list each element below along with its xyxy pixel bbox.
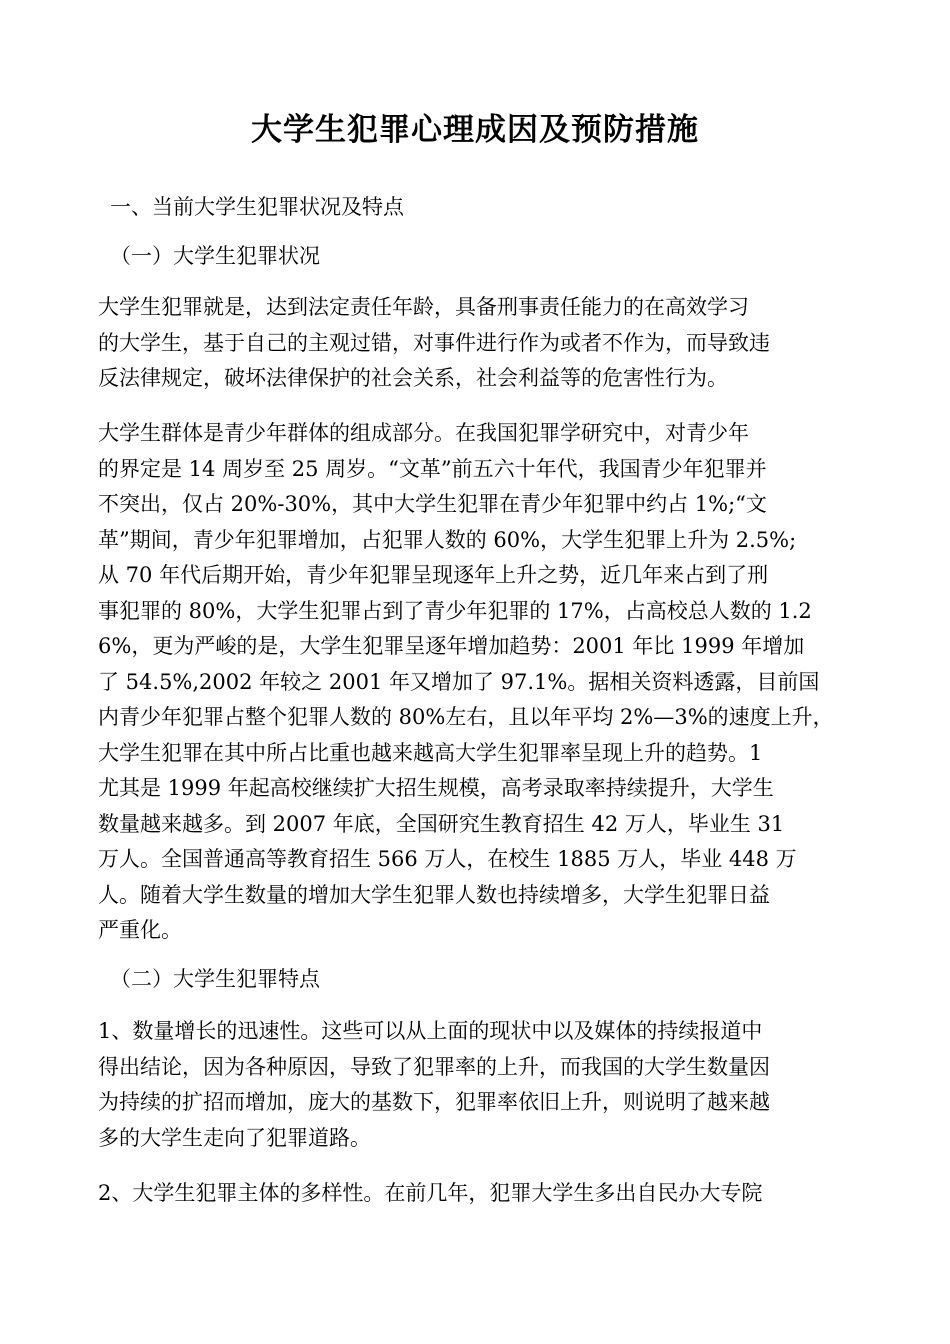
paragraph-line: 的大学生，基于自己的主观过错，对事件进行作为或者不作为，而导致违 <box>98 330 770 355</box>
paragraph-line: 严重化。 <box>98 918 182 942</box>
paragraph-line: 不突出，仅占 20%-30%，其中大学生犯罪在青少年犯罪中约占 1%;“文 <box>98 492 767 516</box>
paragraph-line: 事犯罪的 80%，大学生犯罪占到了青少年犯罪的 17%，占高校总人数的 1.2 <box>98 598 812 623</box>
paragraph-line: 反法律规定，破坏法律保护的社会关系，社会利益等的危害性行为。 <box>98 366 728 390</box>
paragraph-line: 了 54.5%,2002 年较之 2001 年又增加了 97.1%。据相关资料透露，目前国 <box>98 669 820 694</box>
paragraph <box>98 1014 868 1156</box>
paragraph-line: 从 70 年代后期开始，青少年犯罪呈现逐年上升之势，近几年来占到了刑 <box>98 563 769 587</box>
paragraph-line: 大学生犯罪在其中所占比重也越来越高大学生犯罪率呈现上升的趋势。1 <box>98 740 763 765</box>
paragraph-line: 尤其是 1999 年起高校继续扩大招生规模，高考录取率持续提升，大学生 <box>98 776 774 800</box>
paragraph-line: 万人。全国普通高等教育招生 566 万人，在校生 1885 万人，毕业 448 万 <box>98 847 797 871</box>
paragraph-line: 革”期间，青少年犯罪增加，占犯罪人数的 60%，大学生犯罪上升为 2.5%; <box>98 527 797 552</box>
paragraph-line: 人。随着大学生数量的增加大学生犯罪人数也持续增多，大学生犯罪日益 <box>98 882 770 907</box>
section-heading: 一、当前大学生犯罪状况及特点 <box>110 195 404 219</box>
paragraph-line: 数量越来越多。到 2007 年底，全国研究生教育招生 42 万人，毕业生 31 <box>98 811 785 836</box>
paragraph-line: 多的大学生走向了犯罪道路。 <box>98 1125 371 1150</box>
paragraph-line: 得出结论，因为各种原因，导致了犯罪率的上升，而我国的大学生数量因 <box>98 1054 770 1079</box>
paragraph-line: 大学生犯罪就是，达到法定责任年龄，具备刑事责任能力的在高效学习 <box>98 295 749 319</box>
document-title: 大学生犯罪心理成因及预防措施 <box>251 112 699 148</box>
paragraph-line: 大学生群体是青少年群体的组成部分。在我国犯罪学研究中，对青少年 <box>98 421 749 445</box>
paragraph-line: 6%，更为严峻的是，大学生犯罪呈逐年增加趋势：2001 年比 1999 年增加 <box>98 634 805 658</box>
paragraph-line: 为持续的扩招而增加，庞大的基数下，犯罪率依旧上升，则说明了越来越 <box>98 1090 770 1114</box>
paragraph <box>98 416 868 949</box>
paragraph <box>98 1176 868 1212</box>
subsection-heading: （一）大学生犯罪状况 <box>110 244 320 268</box>
paragraph-line: 2、大学生犯罪主体的多样性。在前几年，犯罪大学生多出自民办大专院 <box>98 1181 763 1205</box>
paragraph <box>98 290 868 397</box>
paragraph-line: 的界定是 14 周岁至 25 周岁。“文革”前五六十年代，我国青少年犯罪并 <box>98 456 767 481</box>
paragraph-line: 内青少年犯罪占整个犯罪人数的 80%左右，且以年平均 2%—3%的速度上升， <box>98 705 834 729</box>
paragraph-line: 1、数量增长的迅速性。这些可以从上面的现状中以及媒体的持续报道中 <box>98 1019 763 1043</box>
subsection-heading: （二）大学生犯罪特点 <box>110 967 320 991</box>
